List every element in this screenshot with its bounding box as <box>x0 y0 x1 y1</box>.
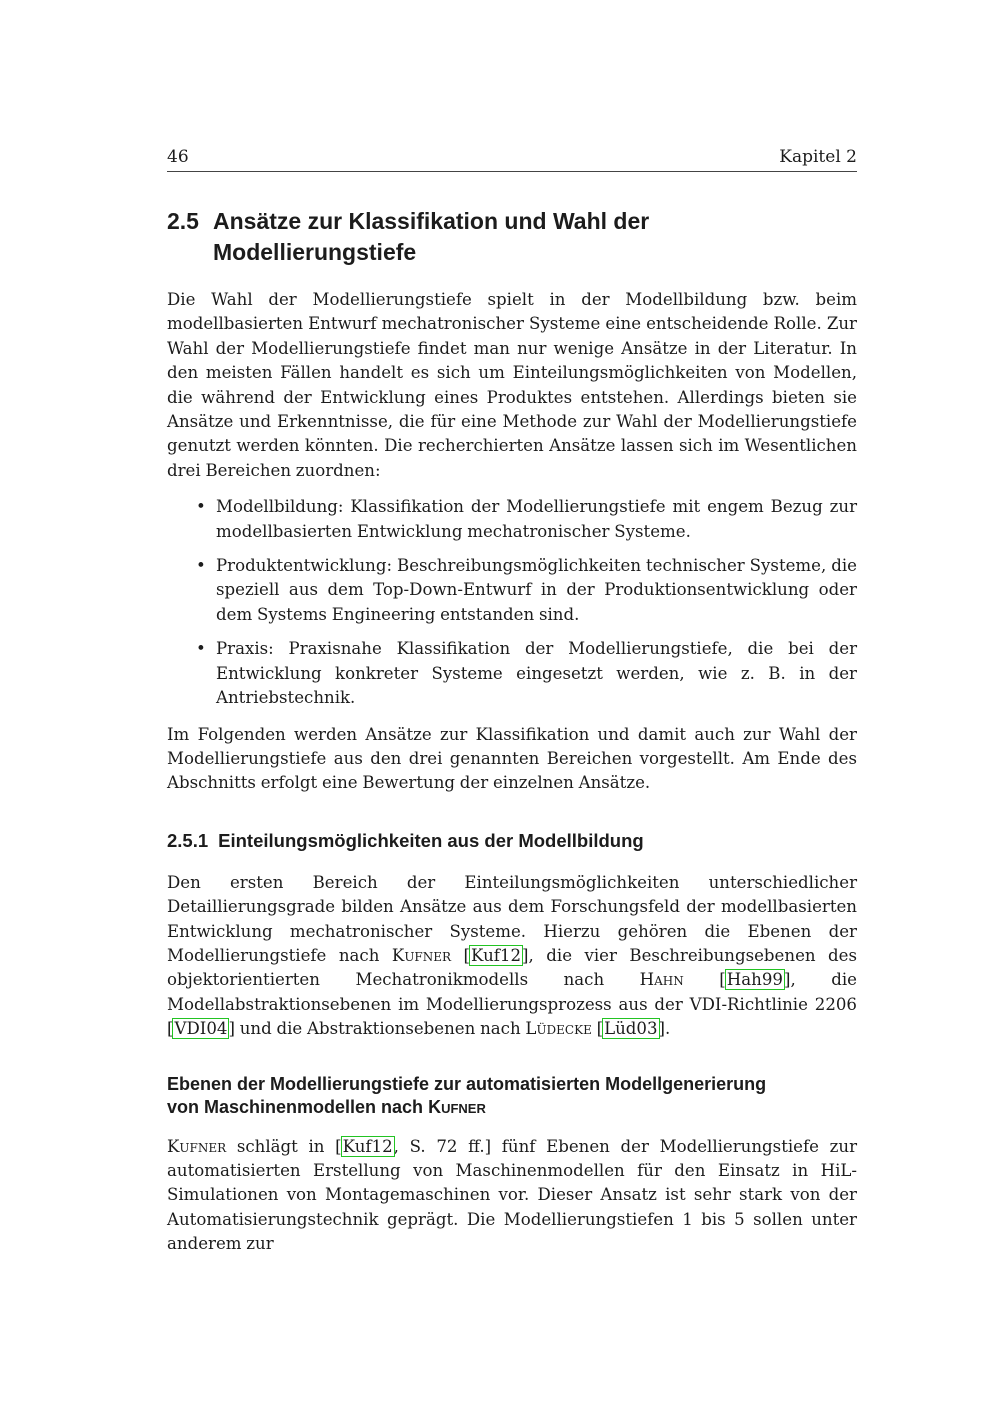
list-item <box>167 495 857 544</box>
text-run: schlägt in <box>236 1136 325 1156</box>
followup-paragraph: Im Folgenden werden Ansätze zur Klassifikation und damit auch zur Wahl der Modellierungstiefe aus den drei genannten Bereichen vorgestellt. Am Ende des Abschnitts erfolgt eine Bewertung der einzelnen Ansätze. <box>167 724 857 793</box>
text-run: . <box>665 1019 671 1039</box>
subsection-number: 2.5.1 <box>167 829 209 851</box>
intro-paragraph: Die Wahl der Modellierungstiefe spielt in der Modellbildung bzw. beim modellbasierten Entwurf mechatronischer Systeme eine entscheidende Rolle. Zur Wahl der Modellierungstiefe findet man nur wenige Ansätze in der Literatur. In den meisten Fällen handelt es sich um Einteilungsmöglichkeiten von Modellen, die während der Entwicklung eines Produktes entstehen. Allerdings bieten sie Ansätze und Erkenntnisse, die für eine Methode zur Wahl der Modellierungstiefe genutzt werden könnten. Die recherchierten Ansätze lassen sich im Wesentlichen drei Bereichen zuordnen: <box>167 290 857 480</box>
section-title-line1: Ansätze zur Klassifikation und Wahl der <box>213 208 650 234</box>
paragraph-heading-line1: Ebenen der Modellierungstiefe zur automatisierten Modellgenerierung <box>167 1073 767 1094</box>
bullet-list <box>167 495 857 710</box>
kufner-paragraph: Kufner schlägt in [Kuf12, S. 72 ff.] fünf Ebenen der Modellierungstiefe zur automatisierten Erstellung von Maschinenmodellen für den Einsatz in HiL-Simulationen von Montagemaschinen vor. Dieser Ansatz ist sehr stark von der Automatisierungstechnik geprägt. Die Modellierungstiefen 1 bis 5 sollen unter anderem zur <box>167 1136 857 1254</box>
text-run: Den ersten Bereich der Einteilungsmöglichkeiten unterschiedlicher Detaillierungsgrade bilden Ansätze aus dem Forschungsfeld der modellbasierten Entwicklung mechatronischer Systeme. Hierzu gehören die Ebenen der Modellierungstiefe nach <box>167 872 857 965</box>
section-number: 2.5 <box>167 208 199 234</box>
text-run: und die Abstraktionsebenen nach <box>239 1019 521 1039</box>
paragraph-heading-line2: von Maschinenmodellen nach <box>167 1096 424 1117</box>
author-hahn: Hahn <box>639 970 684 990</box>
text-run: , die vier Beschreibungsebenen des objektorientierten Mechatronikmodells nach <box>167 945 858 990</box>
paragraph-heading <box>167 1073 857 1119</box>
citation-link-lud03[interactable]: Lüd03 <box>604 1019 658 1039</box>
citation-link-hah99[interactable]: Hah99 <box>726 970 783 990</box>
bullet-text-praxis: Praxis: Praxisnahe Klassifikation der Modellierungstiefe, die bei der Entwicklung konkreter Systeme eingesetzt werden, wie z. B. in der Antriebstechnik. <box>216 639 857 708</box>
citation-link-vdi04[interactable]: VDI04 <box>174 1019 228 1039</box>
page-number: 46 <box>167 147 189 167</box>
text-run: , die Modellabstraktionsebenen im Modellierungsprozess aus der VDI-Richtlinie 2206 <box>167 970 857 1014</box>
section-heading <box>167 206 857 268</box>
subsection-heading <box>167 829 857 853</box>
list-item <box>167 554 857 627</box>
chapter-label: Kapitel 2 <box>779 147 857 167</box>
author-kufner: Kufner <box>167 1136 227 1156</box>
author-kufner: Kufner <box>391 945 452 965</box>
author-luedecke: Lüdecke <box>525 1019 592 1039</box>
page <box>167 146 857 1257</box>
list-item <box>167 637 857 710</box>
text-run: fünf Ebenen der Modellierungstiefe zur automatisierten Erstellung von Maschinenmodellen für den Einsatz in HiL-Simulationen von Montagemaschinen vor. Dieser Ansatz ist sehr stark von der Automatisierungstechnik geprägt. Die Modellierungstiefen 1 bis 5 sollen unter anderem zur <box>167 1136 857 1254</box>
citation-pages: , S. 72 ff. <box>393 1136 485 1156</box>
citation-link-kuf12[interactable]: Kuf12 <box>471 945 522 965</box>
subsection-paragraph: Den ersten Bereich der Einteilungsmöglichkeiten unterschiedlicher Detaillierungsgrade bilden Ansätze aus dem Forschungsfeld der modellbasierten Entwicklung mechatronischer Systeme. Hierzu gehören die Ebenen der Modellierungstiefe nach Kufner [Kuf12], die vier Beschreibungsebenen des objektorientierten Mechatronikmodells nach Hahn [Hah99], die Modellabstraktionsebenen im Modellierungsprozess aus der VDI-Richtlinie 2206 [VDI04] und die Abstraktionsebenen nach Lüdecke [Lüd03]. <box>167 872 858 1039</box>
bullet-text-modellbildung: Modellbildung: Klassifikation der Modellierungstiefe mit engem Bezug zur modellbasierten Entwicklung mechatronischer Systeme. <box>216 497 857 541</box>
bullet-icon: • <box>196 497 206 517</box>
bullet-text-produktentwicklung: Produktentwicklung: Beschreibungsmöglichkeiten technischer Systeme, die speziell aus dem Top-Down-Entwurf in der Produktionsentwicklung oder dem Systems Engineering entstanden sind. <box>216 556 857 624</box>
bullet-icon: • <box>196 556 206 576</box>
bullet-icon: • <box>196 639 206 659</box>
section-title <box>213 206 649 268</box>
section-title-line2: Modellierungstiefe <box>213 239 417 265</box>
citation-link-kuf12[interactable]: Kuf12 <box>342 1136 393 1156</box>
paragraph-heading-author: Kufner <box>428 1096 486 1117</box>
subsection-title: Einteilungsmöglichkeiten aus der Modellbildung <box>218 829 644 851</box>
running-header <box>167 146 857 172</box>
